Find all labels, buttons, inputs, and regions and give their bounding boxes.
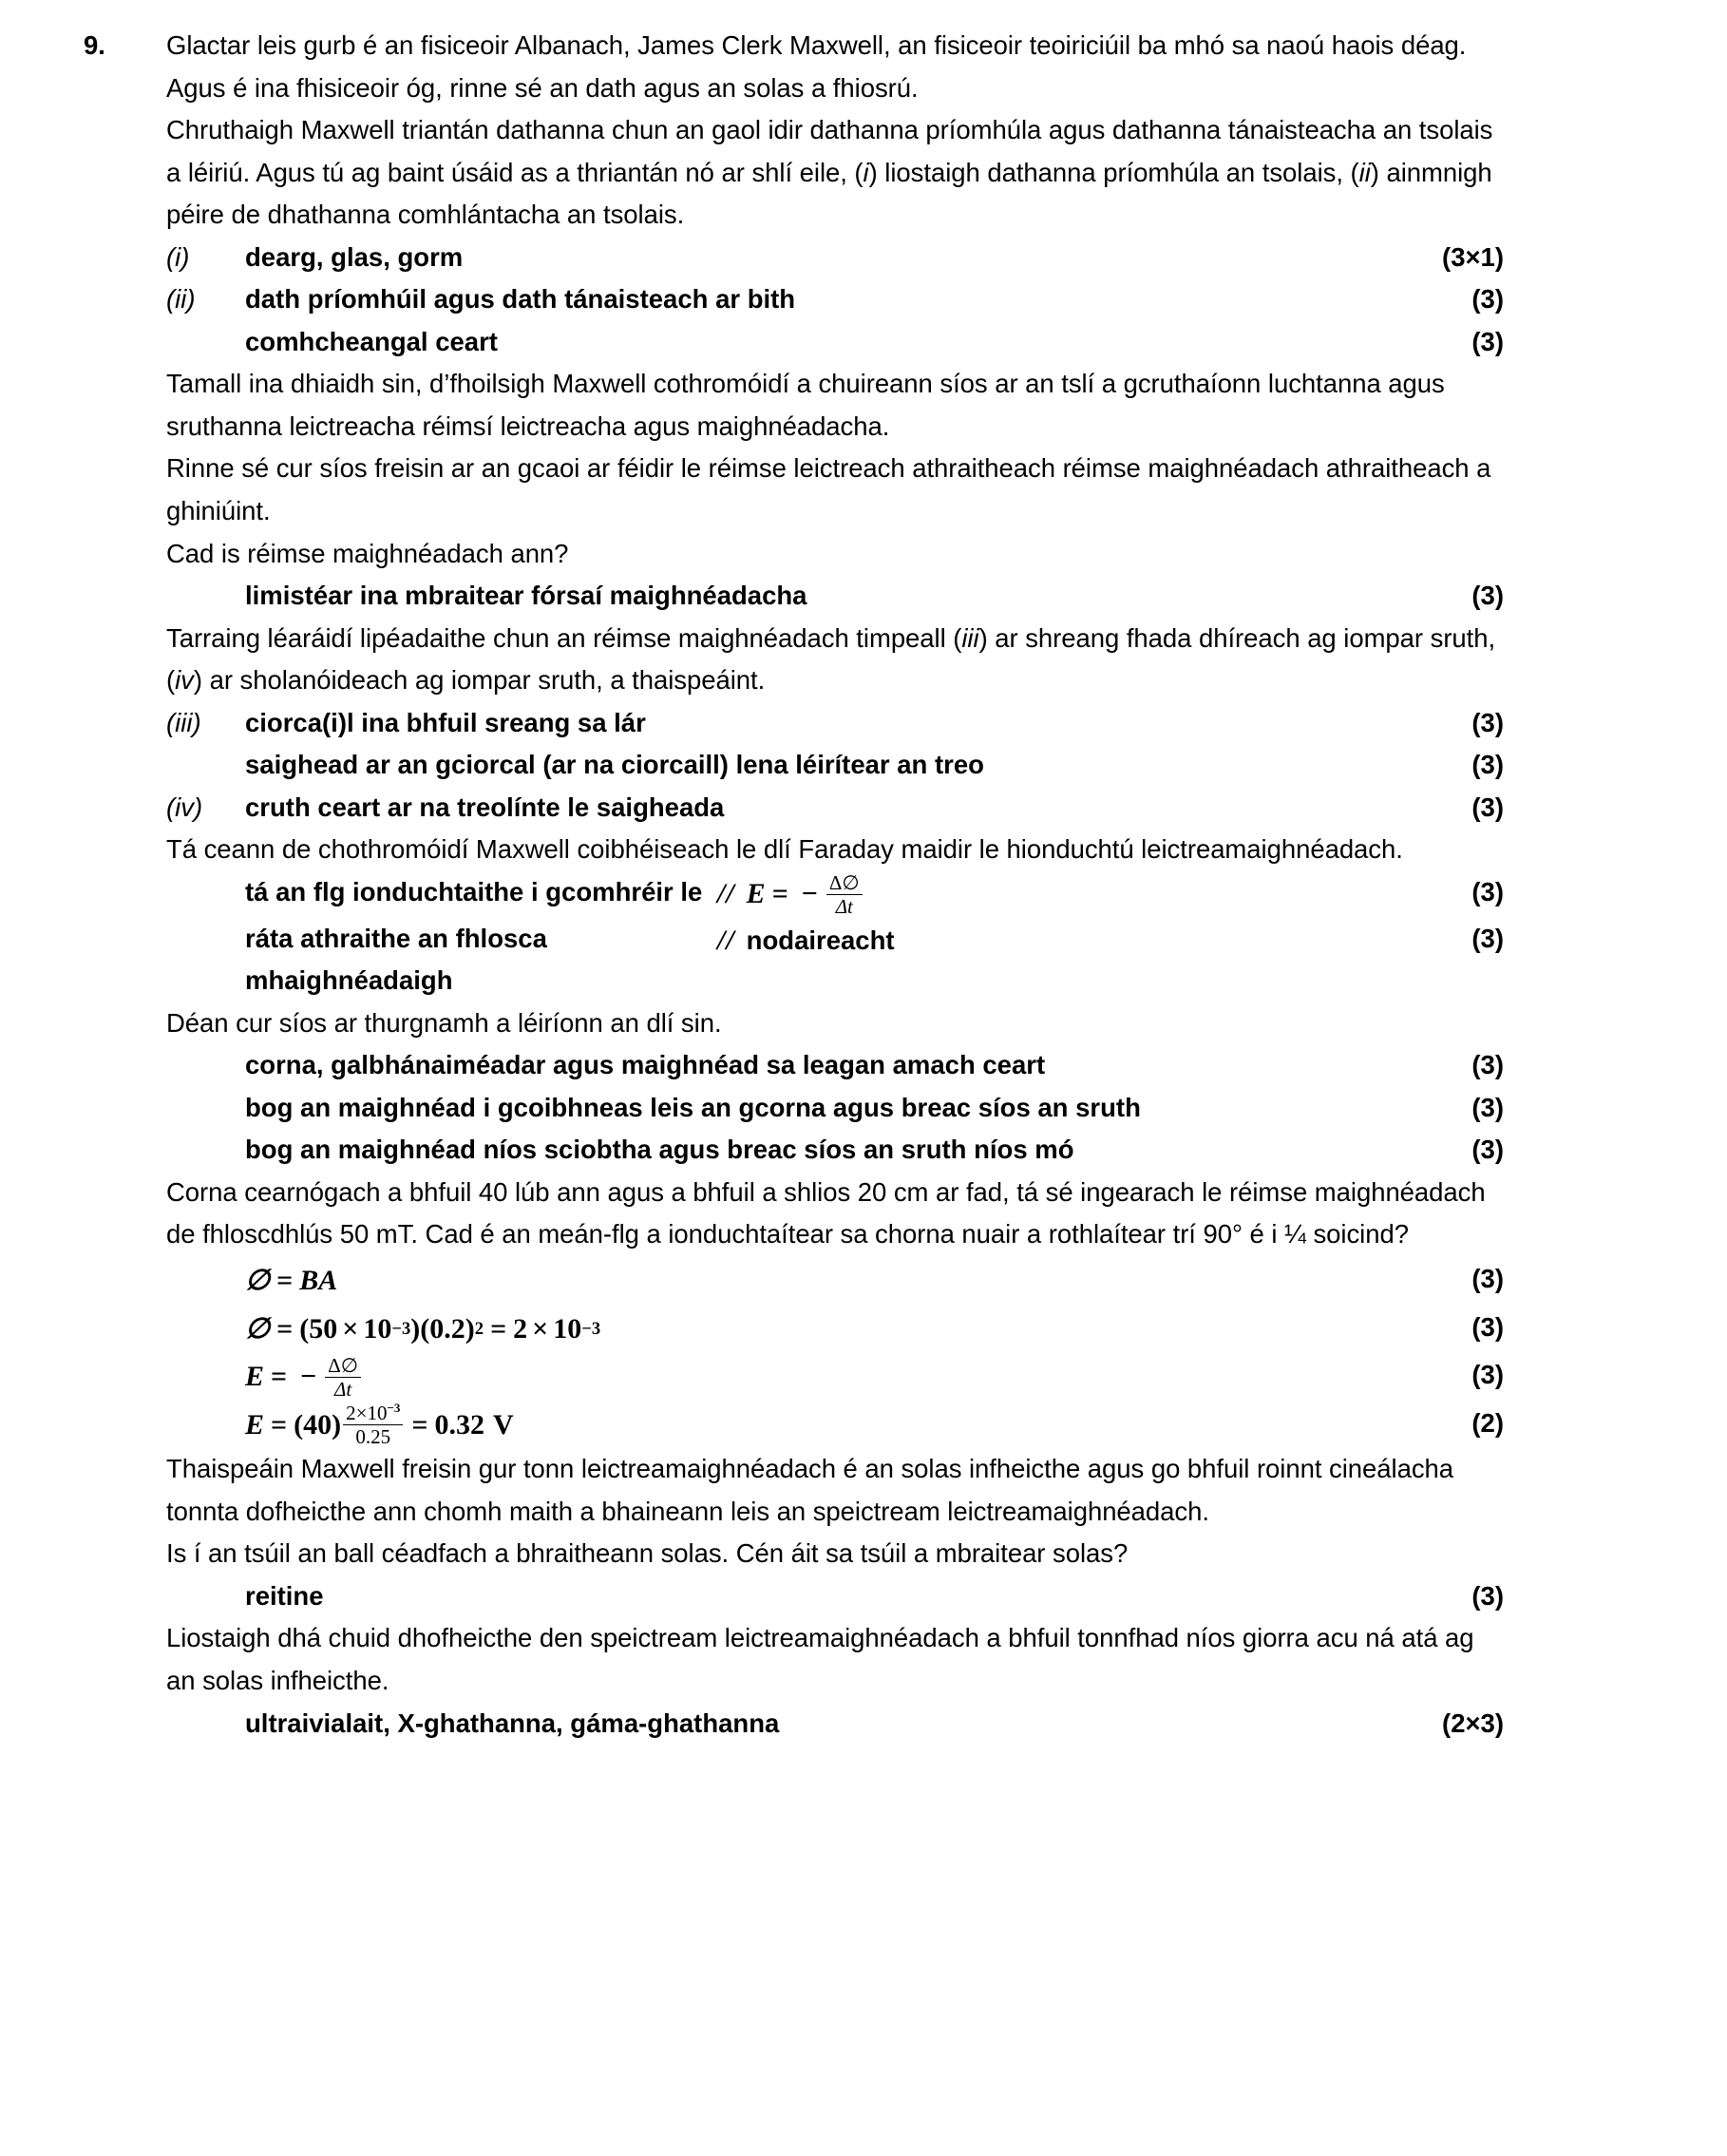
answer-line-4 (166, 575, 1504, 618)
answer-marks-1: (3×1) (1442, 241, 1504, 272)
formula-minus: − (801, 877, 818, 909)
flux-rate-fraction (826, 872, 863, 917)
eq4-numerator-exponent: −3 (387, 1401, 401, 1416)
question-paragraph-6a: Tarraing léaráidí lipéadaithe chun an réimse maighnéadach timpeall ( (166, 622, 962, 653)
question-paragraph-5: Cad is réimse maighnéadach ann? (166, 538, 569, 568)
answer-line-6 (166, 744, 1504, 787)
equation-marks-3: (3) (1471, 1360, 1504, 1390)
answer-line-2 (166, 278, 1504, 321)
answer-marks-10: (3) (1471, 1050, 1504, 1080)
answer-marks-14: (2×3) (1442, 1708, 1504, 1738)
question-row-p8 (0, 1002, 1727, 1045)
emf-calculation-equation (245, 1402, 514, 1449)
eq2-coefficient: 50 (309, 1312, 338, 1345)
answer-marks-5: (3) (1471, 707, 1504, 737)
question-row-p3 (0, 363, 1727, 575)
answer-roman-1: (i) (166, 241, 190, 272)
question-paragraph-7: Tá ceann de chothromóidí Maxwell coibhéiseach le dlí Faraday maidir le hionduchtú leictreamaighnéadach. (166, 834, 1403, 865)
eq4-unit: V (493, 1408, 514, 1441)
flux-definition-equation (245, 1258, 337, 1305)
question-row-p10 (0, 1448, 1727, 1575)
answer-row-3 (0, 321, 1727, 364)
answer-text-5: ciorca(i)l ina bhfuil sreang sa lár (245, 707, 646, 737)
answer-text-8: tá an flg ionduchtaithe i gcomhréir le (245, 876, 703, 906)
eq4-numerator (343, 1402, 403, 1424)
eq3-denominator: Δt (325, 1377, 361, 1400)
eq3-minus: − (300, 1361, 317, 1393)
eq2-side-value: 0.2 (429, 1312, 465, 1345)
eq2-base-1: 10 (363, 1312, 392, 1345)
question-paragraph-2b: ) liostaigh dathanna príomhúla an tsolais, ( (868, 157, 1359, 187)
answer-marks-4: (3) (1471, 581, 1504, 611)
eq1-equals: = (276, 1264, 294, 1296)
answer-roman-2: (ii) (166, 284, 196, 315)
eq2-open-paren-2: ( (420, 1312, 430, 1345)
equation-marks-2: (3) (1471, 1311, 1504, 1342)
answer-line-13 (166, 1575, 1504, 1618)
question-paragraph-10: Thaispeáin Maxwell freisin gur tonn leictreamaighnéadach é an solas infheicthe agus go bhfuil roinnt cineálacha tonnta dofheicthe ann chomh maith a bhaineann leis an speictream leictreamaighnéadach. (166, 1454, 1454, 1526)
answer-text-9: ráta athraithe an fhlosca mhaighnéadaigh (245, 923, 547, 996)
answer-row-10 (0, 1044, 1727, 1087)
answer-marks-2: (3) (1471, 284, 1504, 315)
answer-row-9 (0, 918, 1727, 1002)
equation-line-4 (166, 1402, 1504, 1449)
answer-marks-8: (3) (1471, 876, 1504, 906)
answer-formula-9 (717, 918, 895, 964)
eq1-rhs: BA (299, 1264, 338, 1296)
question-number: 9. (84, 30, 105, 60)
formula-equals: = (771, 877, 788, 909)
equation-row-2 (0, 1307, 1727, 1353)
answer-row-4 (0, 575, 1727, 618)
answer-text-10: corna, galbhánaiméadar agus maighnéad sa leagan amach ceart (245, 1050, 1046, 1080)
answer-line-3 (166, 321, 1504, 364)
answer-roman-5: (iii) (166, 707, 201, 737)
answer-marks-7: (3) (1471, 792, 1504, 822)
answer-text-4: limistéar ina mbraitear fórsaí maighnéadacha (245, 581, 807, 611)
question-paragraph-2a: Chruthaigh Maxwell triantán dathanna chun an gaol idir dathanna príomhúla agus dathanna tánaisteacha an tsolais a léiriú. Agus tú ag baint úsáid as a thriantán nó ar shlí eile, ( (166, 115, 1493, 187)
answer-marks-9: (3) (1471, 923, 1504, 953)
answer-row-11 (0, 1087, 1727, 1130)
flux-substitution-equation: ∅ = ( 50 × 10 −3 ) ( 0.2 ) 2 = 2 × 10 −3 (245, 1307, 600, 1353)
eq2-times-1: × (342, 1312, 359, 1345)
answer-line-10 (166, 1044, 1504, 1087)
eq2-times-2: × (532, 1312, 549, 1345)
answer-row-8 (0, 871, 1727, 918)
answer-row-12 (0, 1129, 1727, 1172)
eq4-result: 0.32 (434, 1408, 484, 1441)
question-paragraph-6 (166, 618, 1504, 702)
eq4-denominator: 0.25 (343, 1424, 403, 1447)
answer-text-6: saighead ar an gciorcal (ar na ciorcaill) lena léirítear an treo (245, 750, 984, 780)
equation-line-1 (166, 1258, 1504, 1305)
equation-marks-4: (2) (1471, 1407, 1504, 1438)
double-slash-icon-2: // (717, 924, 735, 956)
answer-row-2 (0, 278, 1727, 321)
roman-marker-i: i (863, 157, 869, 187)
equation-marks-1: (3) (1471, 1263, 1504, 1293)
equation-row-1 (0, 1258, 1727, 1305)
answer-marks-3: (3) (1471, 326, 1504, 356)
answer-line-14 (166, 1703, 1504, 1746)
answer-marks-11: (3) (1471, 1092, 1504, 1122)
answer-text-12: bog an maighnéad níos sciobtha agus breac síos an sruth níos mó (245, 1135, 1074, 1165)
question-paragraph-2 (166, 109, 1504, 237)
emf-formula-equation (245, 1354, 363, 1401)
notation-label: nodaireacht (746, 925, 895, 955)
answer-row-7 (0, 787, 1727, 830)
fraction-numerator: Δ∅ (828, 870, 860, 894)
question-paragraph-2c: ) ainmnigh péire de dhathanna comhlántacha an tsolais. (166, 157, 1492, 230)
answer-row-14 (0, 1703, 1727, 1746)
answer-line-8 (166, 871, 1504, 918)
question-paragraph-4: Rinne sé cur síos freisin ar an gcaoi ar féidir le réimse leictreach athraitheach réimse maighnéadach athraitheach a ghiniúint. (166, 453, 1491, 526)
fraction-denominator: Δt (826, 894, 863, 917)
equation-line-3 (166, 1354, 1504, 1401)
answer-line-11 (166, 1087, 1504, 1130)
answer-marks-6: (3) (1471, 750, 1504, 780)
equation-line-2 (166, 1307, 1504, 1353)
answer-line-7 (166, 787, 1504, 830)
question-row-p6 (0, 618, 1727, 702)
faraday-emf-formula (717, 871, 864, 918)
eq2-close-paren: ) (410, 1312, 421, 1345)
eq1-lhs: ∅ (245, 1264, 271, 1296)
eq4-lhs: E (245, 1408, 265, 1441)
eq2-base-2: 10 (553, 1312, 582, 1345)
eq2-equals-2: = (490, 1312, 507, 1345)
eq4-fraction (343, 1402, 403, 1447)
roman-marker-iv: iv (175, 665, 194, 696)
answer-line-5 (166, 702, 1504, 745)
answer-marks-12: (3) (1471, 1135, 1504, 1165)
answer-row-5 (0, 702, 1727, 745)
double-slash-icon: // (717, 877, 735, 909)
question-row-p7 (0, 829, 1727, 871)
answer-text-2: dath príomhúil agus dath tánaisteach ar bith (245, 284, 796, 315)
question-row-intro (0, 25, 1727, 237)
question-row-p12 (0, 1617, 1727, 1702)
answer-marks-13: (3) (1471, 1580, 1504, 1611)
formula-lhs-E: E (746, 877, 766, 909)
answer-text-14: ultraivialait, X-ghathanna, gáma-ghathanna (245, 1708, 780, 1738)
eq4-equals-1: = (271, 1408, 288, 1441)
answer-text-13: reitine (245, 1580, 324, 1611)
eq3-lhs: E (245, 1361, 265, 1393)
eq4-equals-2: = (411, 1408, 428, 1441)
question-paragraph-11: Is í an tsúil an ball céadfach a bhraitheann solas. Cén áit sa tsúil a mbraitear solas? (166, 1538, 1129, 1569)
eq2-result: 2 (513, 1312, 528, 1345)
question-row-p9 (0, 1172, 1727, 1256)
question-paragraph-8: Déan cur síos ar thurgnamh a léiríonn an dlí sin. (166, 1007, 722, 1038)
eq2-equals-1: = (276, 1312, 294, 1345)
answer-line-1 (166, 237, 1504, 279)
eq3-fraction (325, 1355, 361, 1400)
equation-row-4 (0, 1402, 1727, 1449)
question-paragraph-1: Glactar leis gurb é an fisiceoir Albanach, James Clerk Maxwell, an fisiceoir teoiriciúil ba mhó sa naoú haois déag. Agus é ina fhisiceoir óg, rinne sé an dath agus an solas a fhiosrú. (166, 30, 1467, 103)
answer-formula-8 (717, 871, 864, 918)
eq4-numerator-mantissa: 2×10 (346, 1402, 388, 1425)
answer-roman-7: (iv) (166, 792, 203, 822)
eq2-open-paren: ( (299, 1312, 310, 1345)
equation-row-3 (0, 1354, 1727, 1401)
roman-marker-ii: ii (1358, 157, 1371, 187)
eq3-numerator: Δ∅ (328, 1353, 359, 1377)
answer-row-6 (0, 744, 1727, 787)
answer-text-7: cruth ceart ar na treolínte le saigheada (245, 792, 725, 822)
question-content (166, 25, 1504, 237)
question-paragraph-6b: ) ar shreang fhada dhíreach ag iompar sruth, ( (166, 622, 1496, 696)
answer-line-9 (166, 918, 1504, 1002)
roman-marker-iii: iii (961, 622, 979, 653)
answer-line-12 (166, 1129, 1504, 1172)
question-paragraph-3: Tamall ina dhiaidh sin, d’fhoilsigh Maxwell cothromóidí a chuireann síos ar an tslí a gcruthaíonn luchtanna agus sruthanna leictreacha réimsí leictreacha agus maighnéadacha. (166, 369, 1445, 441)
answer-text-1: dearg, glas, gorm (245, 241, 464, 272)
eq4-turns: (40) (294, 1408, 342, 1441)
question-paragraph-12: Liostaigh dhá chuid dhofheicthe den speictream leictreamaighnéadach a bhfuil tonnfhad níos giorra acu ná atá ag an solas infheicthe. (166, 1623, 1474, 1696)
answer-text-3: comhcheangal ceart (245, 326, 498, 356)
question-paragraph-9: Corna cearnógach a bhfuil 40 lúb ann agus a bhfuil a shlios 20 cm ar fad, tá sé ingearach le réimse maighnéadach de fhloscdhlús 50 mT. Cad é an meán-flg a ionduchtaítear sa chorna nuair a rothlaítear trí 90° é i ¼ soicind? (166, 1176, 1486, 1250)
question-paragraph-6c: ) ar sholanóideach ag iompar sruth, a thaispeáint. (193, 665, 766, 696)
eq2-close-paren-2: ) (465, 1312, 475, 1345)
answer-text-11: bog an maighnéad i gcoibhneas leis an gcorna agus breac síos an sruth (245, 1092, 1141, 1122)
eq3-equals: = (271, 1361, 288, 1393)
answer-row-1 (0, 237, 1727, 279)
eq2-lhs: ∅ (245, 1312, 271, 1345)
answer-row-13 (0, 1575, 1727, 1618)
